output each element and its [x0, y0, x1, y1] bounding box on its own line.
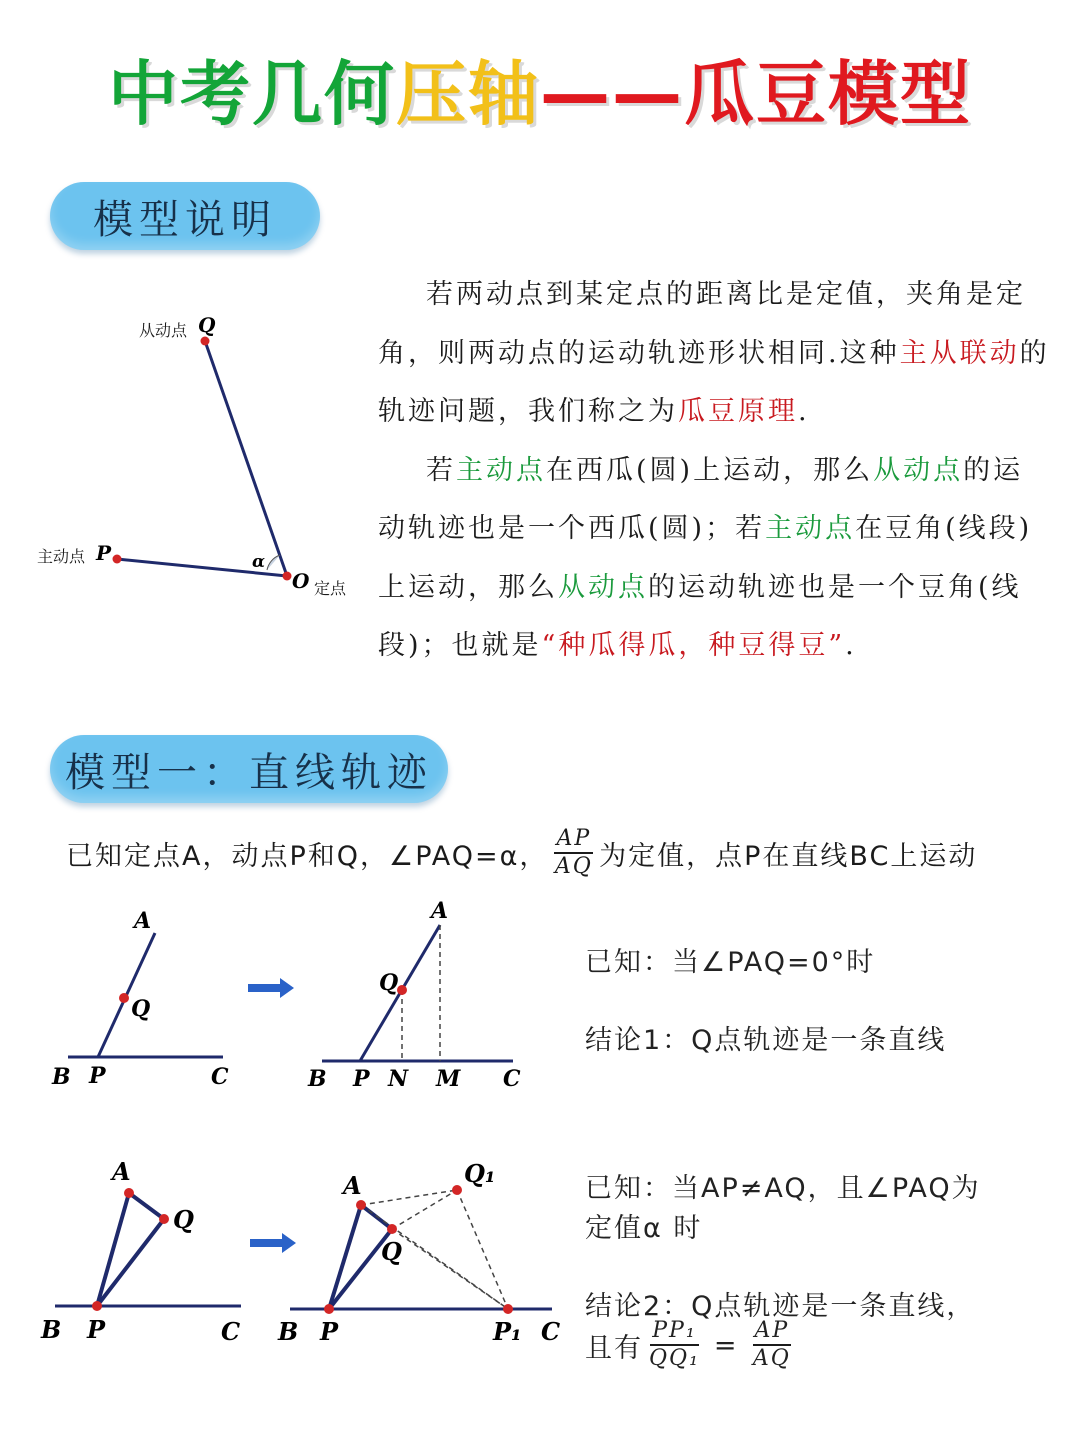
point-label-Q1: Q₁: [464, 1159, 496, 1188]
title-part3: ——瓜豆模型: [540, 53, 972, 135]
point-label-C: C: [503, 1066, 521, 1092]
point-label-Q: Q: [131, 996, 151, 1022]
point-label-B: B: [41, 1315, 62, 1344]
ratio-fraction-ap-aq: [753, 1318, 792, 1372]
keyword-driver-point: 主动点: [456, 454, 546, 486]
diagram-case2-right: [275, 1150, 575, 1355]
page-title: [0, 38, 1080, 139]
point-label-A: A: [134, 908, 152, 934]
title-part2: 压轴: [396, 53, 540, 135]
case2-conclusion-line2: [585, 1318, 797, 1372]
intro-text-run: 在豆角(线段)上运动，那么: [378, 513, 1033, 603]
intro-text-run: 若两动点到某定点的距离比是定值，夹角是定角，则两动点的运动轨迹形状相同.这种: [378, 279, 1026, 369]
fraction-denominator: AQ: [554, 854, 593, 879]
point-label-O: O: [292, 569, 310, 593]
intro-paragraph-1: [378, 266, 1050, 442]
title-part1: 中考几何: [108, 53, 396, 135]
ratio-fraction: [554, 826, 593, 880]
point-label-A: A: [431, 898, 449, 924]
point-label-A: A: [343, 1171, 362, 1200]
point-label-P1: P₁: [493, 1317, 522, 1346]
given-statement: [66, 826, 1066, 880]
keyword-master-slave: 主从联动: [899, 337, 1020, 369]
given-text-after: 为定值，点P在直线BC上运动: [599, 840, 978, 872]
label-fixed-point: 定点: [314, 579, 347, 598]
case2-known-line1: 已知：当AP≠AQ，且∠PAQ为: [585, 1173, 981, 1204]
fraction-denominator: AQ: [752, 1346, 791, 1371]
point-label-C: C: [221, 1317, 241, 1346]
given-text-before: 已知定点A，动点P和Q，∠PAQ=α，: [66, 840, 549, 872]
intro-text-run: 若: [426, 454, 456, 486]
point-label-Q: Q: [173, 1205, 194, 1234]
point-label-M: M: [436, 1066, 461, 1092]
keyword-saying: “种瓜得瓜，种豆得豆”: [541, 630, 846, 661]
keyword-follower-point: 从动点: [558, 571, 648, 603]
point-label-P: P: [96, 541, 112, 565]
diagram-case1-left: [40, 900, 240, 1100]
intro-paragraph-2: [378, 442, 1050, 676]
section-header-model-description: [50, 182, 320, 250]
keyword-follower-point: 从动点: [873, 454, 964, 486]
label-follower-point: 从动点: [139, 321, 188, 340]
section-header-model-one: [50, 735, 448, 803]
point-label-Q: Q: [379, 970, 399, 996]
arrow-icon: [246, 977, 296, 999]
ratio-fraction-pp1-qq1: [649, 1318, 700, 1372]
conclusion-text: 且有: [585, 1332, 643, 1364]
point-label-Q: Q: [381, 1237, 402, 1266]
case1-conclusion: 结论1：Q点轨迹是一条直线: [585, 1025, 947, 1056]
section-header-label: 模型说明: [93, 196, 277, 243]
point-label-B: B: [308, 1066, 327, 1092]
point-label-B: B: [52, 1064, 71, 1090]
intro-text-run: 在西瓜(圆)上运动，那么: [546, 454, 874, 486]
intro-text-run: .: [845, 630, 857, 661]
equals-sign: =: [713, 1329, 739, 1361]
point-label-C: C: [541, 1317, 561, 1346]
intro-text-run: 的轨迹问题，我们称之为: [378, 337, 1050, 427]
case2-known-line2: 定值α 时: [585, 1213, 703, 1244]
point-label-Q: Q: [198, 313, 216, 337]
intro-text: [378, 266, 1050, 676]
point-label-P: P: [87, 1315, 106, 1344]
diagram-case2-left: [35, 1150, 250, 1355]
keyword-melon-bean-principle: 瓜豆原理: [678, 396, 798, 427]
section-header-label: 模型一：直线轨迹: [65, 749, 433, 796]
label-driver-point: 主动点: [37, 547, 86, 566]
intro-text-run: 的运动轨迹也是一个豆角(线段)；也就是: [378, 571, 1022, 661]
fraction-numerator: AP: [554, 826, 593, 854]
angle-label-alpha: α: [252, 552, 266, 572]
point-label-B: B: [278, 1317, 299, 1346]
intro-text-run: .: [798, 396, 810, 427]
point-label-P: P: [353, 1066, 370, 1092]
point-label-P: P: [320, 1317, 339, 1346]
point-label-A: A: [112, 1157, 131, 1186]
fraction-numerator: AP: [753, 1318, 792, 1346]
point-label-C: C: [211, 1064, 229, 1090]
fraction-numerator: PP₁: [650, 1318, 698, 1346]
keyword-driver-point: 主动点: [765, 513, 856, 544]
point-label-P: P: [89, 1063, 106, 1089]
fraction-denominator: QQ₁: [649, 1346, 700, 1371]
diagram-case1-right: [300, 895, 540, 1100]
case1-known: 已知：当∠PAQ=0°时: [585, 947, 876, 978]
point-label-N: N: [388, 1066, 409, 1092]
case2-conclusion-line1: 结论2：Q点轨迹是一条直线，: [585, 1291, 976, 1322]
intro-text-run: 的运动轨迹也是一个西瓜(圆)；若: [378, 454, 1024, 544]
